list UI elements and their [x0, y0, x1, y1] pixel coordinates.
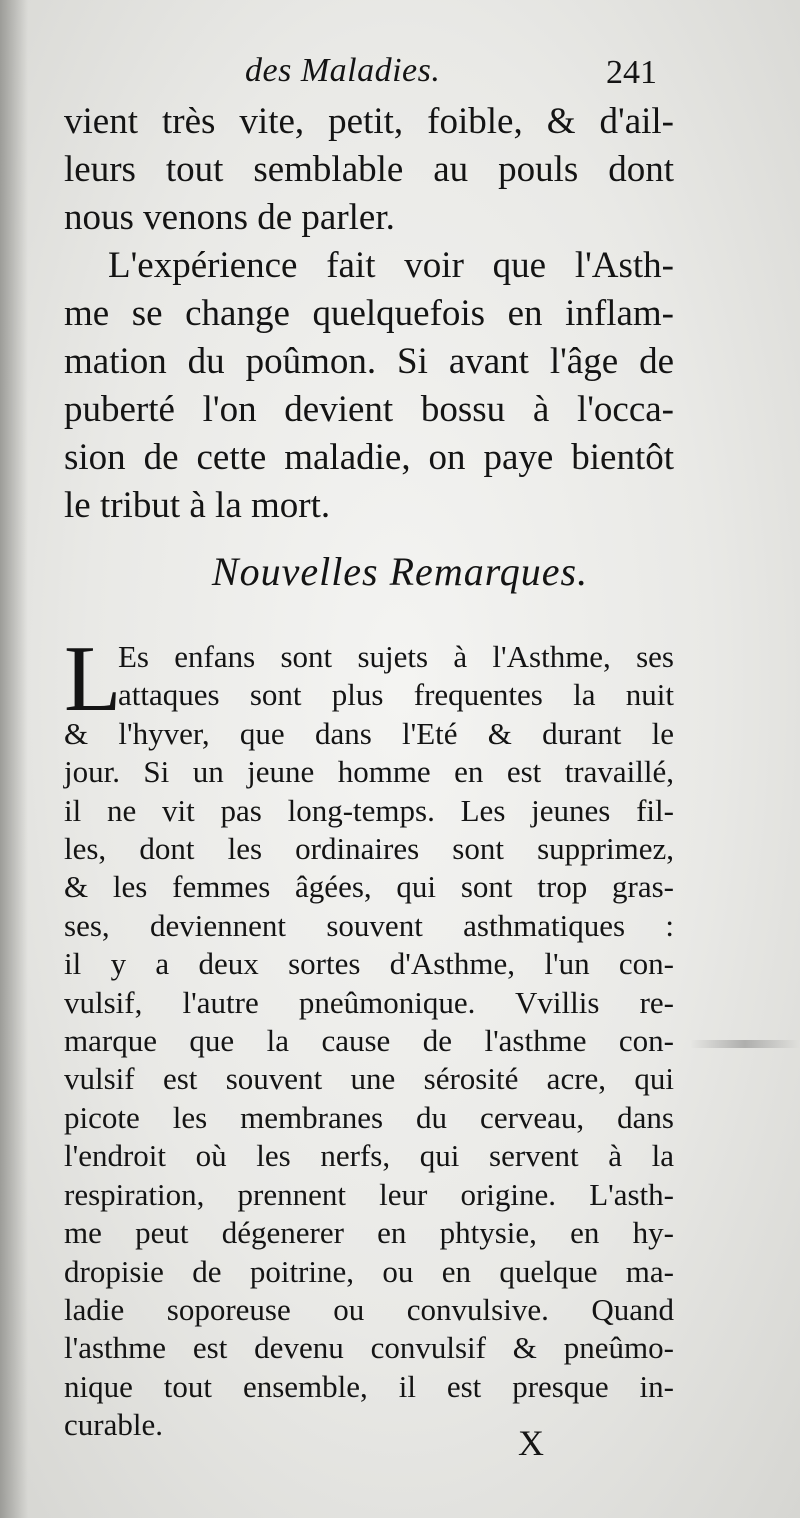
- text-line: jour. Si un jeune homme en est travaillé,: [64, 754, 674, 790]
- text-line: me se change quelquefois en inflam-: [64, 293, 674, 334]
- text-line: marque que la cause de l'asthme con-: [64, 1023, 674, 1059]
- text-line: me peut dégenerer en phtysie, en hy-: [64, 1215, 674, 1251]
- paper-smudge: [690, 1040, 800, 1048]
- text-line: vulsif, l'autre pneûmonique. Vvillis re-: [64, 984, 674, 1020]
- text-line: attaques sont plus frequentes la nuit: [118, 677, 674, 713]
- text-line: L'expérience fait voir que l'Asth-: [108, 245, 674, 286]
- text-line: puberté l'on devient bossu à l'occa-: [64, 389, 674, 430]
- text-line: sion de cette maladie, on paye bientôt: [64, 437, 674, 478]
- text-line: & l'hyver, que dans l'Eté & durant le: [64, 715, 674, 751]
- section-heading: Nouvelles Remarques.: [211, 549, 589, 594]
- text-line: l'asthme est devenu convulsif & pneûmo-: [64, 1330, 674, 1366]
- text-line: l'endroit où les nerfs, qui servent à la: [64, 1138, 674, 1174]
- top-paragraphs: [64, 98, 674, 530]
- drop-cap: L: [64, 627, 122, 731]
- text-line: nique tout ensemble, il est presque in-: [64, 1368, 674, 1404]
- text-line: il y a deux sortes d'Asthme, l'un con-: [64, 946, 674, 982]
- text-line: il ne vit pas long-temps. Les jeunes fil-: [64, 792, 674, 828]
- text-line: leurs tout semblable au pouls dont: [64, 149, 674, 190]
- text-line: & les femmes âgées, qui sont trop gras-: [64, 869, 674, 905]
- text-line: vient très vite, petit, foible, & d'ail-: [64, 101, 674, 142]
- text-line: dropisie de poitrine, ou en quelque ma-: [64, 1253, 674, 1289]
- text-line: curable.: [64, 1407, 163, 1443]
- running-title: des Maladies.: [245, 52, 441, 89]
- text-line: Es enfans sont sujets à l'Asthme, ses: [118, 639, 674, 674]
- text-line: le tribut à la mort.: [64, 485, 331, 526]
- text-line: picote les membranes du cerveau, dans: [64, 1099, 674, 1135]
- catchword: X: [518, 1423, 544, 1463]
- page-header: [0, 52, 800, 102]
- text-line: vulsif est souvent une sérosité acre, qui: [64, 1061, 674, 1097]
- body-paragraph: [64, 627, 674, 1445]
- page-number: 241: [606, 54, 657, 91]
- text-line: les, dont les ordinaires sont supprimez,: [64, 831, 674, 867]
- text-line: nous venons de parler.: [64, 197, 395, 238]
- text-line: respiration, prennent leur origine. L'asth-: [64, 1176, 674, 1212]
- text-line: ladie soporeuse ou convulsive. Quand: [64, 1291, 674, 1327]
- text-line: ses, deviennent souvent asthmatiques :: [64, 907, 674, 943]
- text-line: mation du poûmon. Si avant l'âge de: [64, 341, 674, 382]
